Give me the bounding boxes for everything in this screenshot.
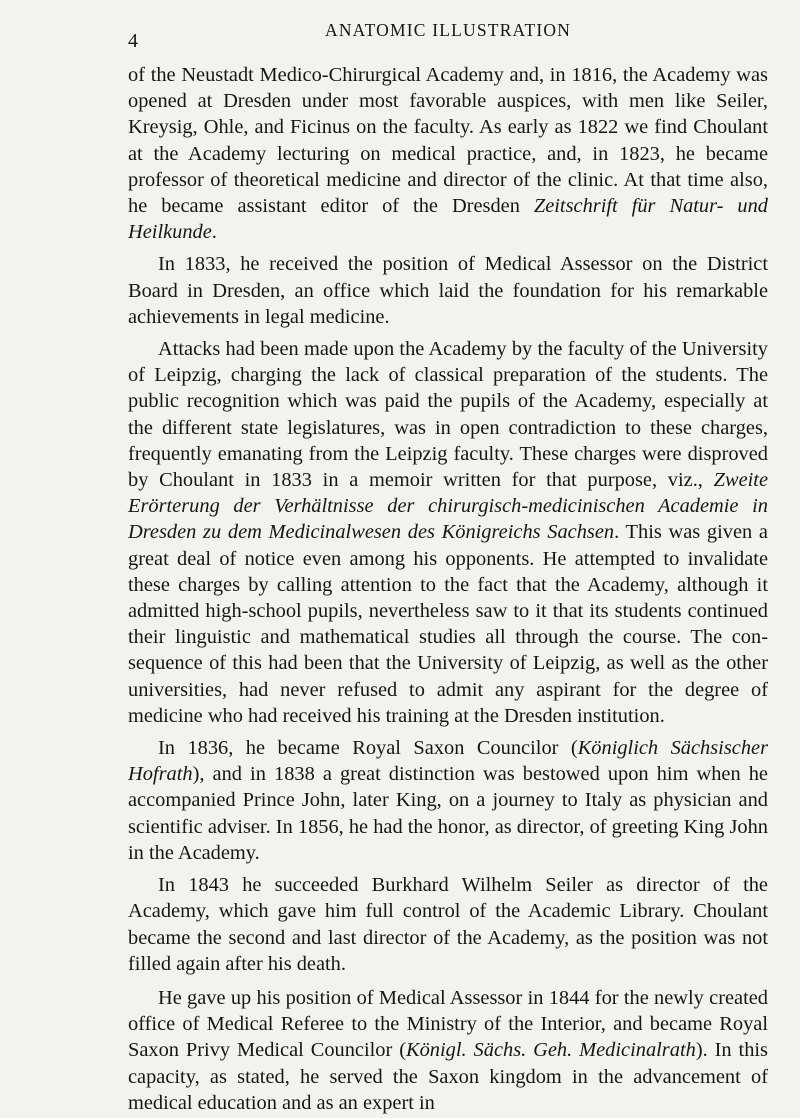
text-segment: He gave up his position of Medical Assessor in 1844 for the newly created office of Medical Referee to the Ministry of the Interior, and became Royal Saxon Privy Medical Councilor ( [128, 986, 768, 1062]
running-head [128, 20, 768, 52]
text-segment: ). In this capacity, as stated, he served the Saxon kingdom in the advancement of medical education and as an expert in [128, 1039, 768, 1114]
text-segment: Attacks had been made upon the Academy by the faculty of the University of Leipzig, charging the lack of classical preparation of the students. The public recognition which was paid the pupils of the Academy, especially at the different state legislatures, was in open contradiction to these charges, frequently emanating from the Leipzig faculty. These charges were disproved by Choulant in 1833 in a memoir written for that purpose, viz., [128, 338, 768, 492]
page-number: 4 [128, 30, 138, 52]
german-title-hofrath: Königlich Sächsischer Hofrath [128, 737, 769, 786]
german-title-medicinalrath: Königl. Sächs. Geh. Medicinalrath [406, 1039, 696, 1062]
paragraph-royal-councilor [128, 735, 768, 866]
paragraph-director [128, 872, 768, 977]
body-text [128, 62, 768, 1116]
text-segment: In 1836, he became Royal Saxon Councilor ( [158, 737, 578, 760]
text-segment: . This was given a great deal of notice even among his opponents. He attempted to invalidate these charges by calling attention to the fact that the Academy, although it admitted high-school pupils, nevertheless saw to it that its students continued their linguistic and mathematical studies all through the course. The consequence of this had been that the University of Leipzig, as well as the other universities, had never refused to admit any aspirant for the degree of medicine who had received his training at the Dresden institution. [128, 521, 768, 727]
paragraph-medical-assessor [128, 251, 768, 330]
text-segment: of the Neustadt Medico-Chirurgical Academy and, in 1816, the Academy was opened at Dresden under most favorable auspices, with men like Seiler, Kreysig, Ohle, and Ficinus on the faculty. As early as 1822 we find Choulant at the Academy lecturing on medical practice, and, in 1823, he became professor of theoretical medicine and director of the clinic. At that time also, he became assistant editor of the Dresden [128, 64, 768, 218]
text-segment: In 1843 he succeeded Burkhard Wilhelm Seiler as director of the Academy, which gave him full control of the Academic Library. Choulant became the second and last director of the Academy, as the position was not filled again after his death. [128, 874, 768, 975]
text-segment: ), and in 1838 a great distinction was bestowed upon him when he accompanied Prince John, later King, on a journey to Italy as physician and scientific adviser. In 1856, he had the honor, as director, of greeting King John in the Academy. [128, 763, 768, 864]
text-segment: In 1833, he received the position of Medical Assessor on the District Board in Dresden, an office which laid the foundation for his remarkable achievements in legal medicine. [128, 253, 768, 328]
text-segment: . [211, 221, 217, 244]
paragraph-leipzig-attacks [128, 336, 768, 729]
paragraph-medical-referee [128, 985, 768, 1116]
journal-title: Zeitschrift für Natur- und Heilkunde [128, 195, 769, 244]
running-title: ANATOMIC ILLUSTRATION [325, 20, 572, 40]
memoir-title: Zweite Erörterung der Verhältnisse der chirurgisch-medicinischen Academie in Dresden zu dem Medicinalwesen des Königreichs Sachsen [128, 469, 768, 544]
paragraph-academy-founding [128, 62, 768, 245]
